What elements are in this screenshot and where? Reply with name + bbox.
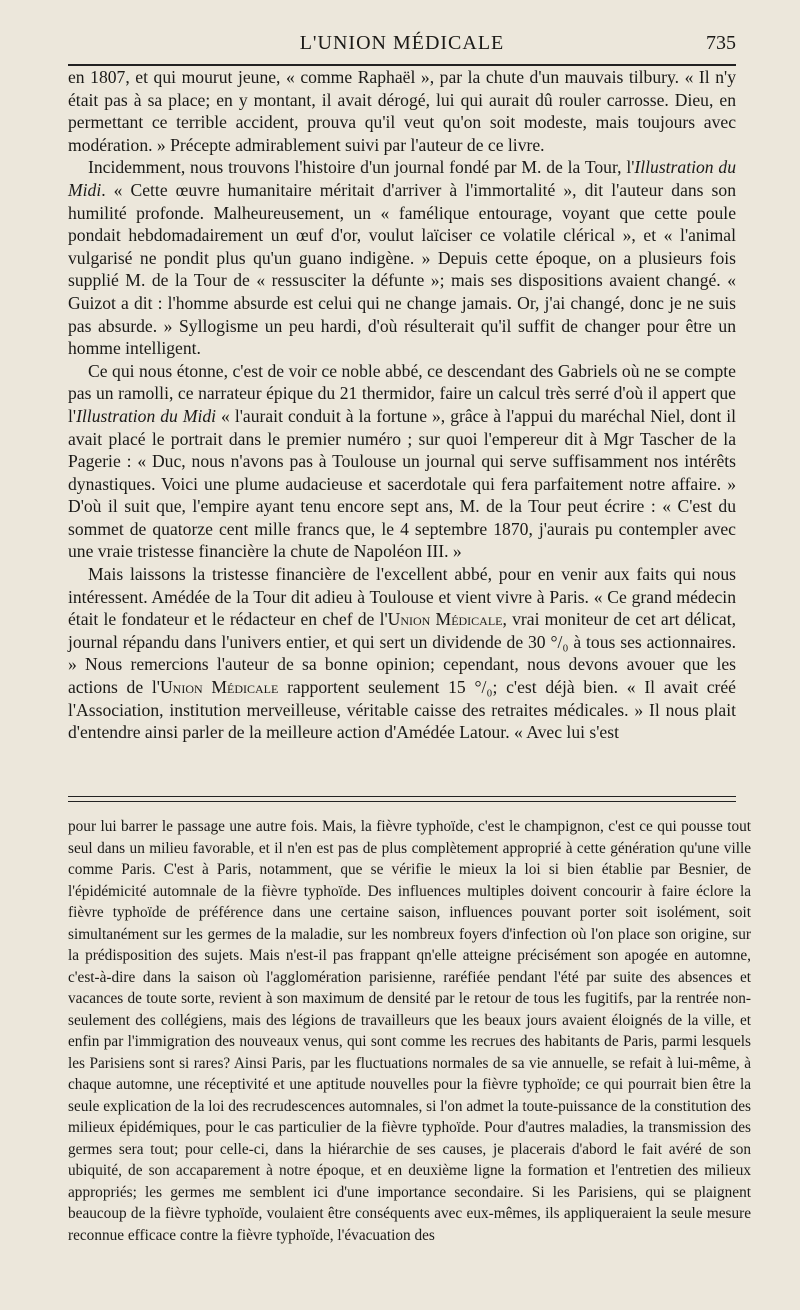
running-header — [68, 30, 736, 60]
body-paragraph — [68, 156, 736, 359]
footnote — [68, 816, 751, 1246]
running-title: L'UNION MÉDICALE — [299, 32, 505, 54]
text-run: « l'aurait conduit à la fortune », grâce à l'appui du maréchal Niel, dont il avait placé le portrait dans le premier numéro ; sur quoi l'empereur dit à Mgr Tascher de la Pagerie : « Duc, nous n'avons pas à Toulouse un journal qui serve suffisamment nos intérêts dynastiques. Voici une plume audacieuse et sacerdotale qui fera parfaitement notre affaire. » D'où il suit que, l'empire ayant tenu encore sept ans, M. de la Tour peut écrire : « C'est du sommet de quatorze cent mille francs que, le 4 septembre 1870, j'aurais pu contempler avec une vraie tristesse financière la chute de Napoléon III. » — [68, 405, 736, 562]
main-text — [68, 66, 736, 744]
text-run: . « Cette œuvre humanitaire méritait d'arriver à l'immortalité », dit l'auteur dans son humilité profonde. Malheureusement, un « famélique entourage, voyant que cette poule pondait hebdomadairement un œuf d'or, voulut laïciser ce volatile clérical », et « l'animal vulgarisé ne pondit plus qu'un guano indigène. » Depuis cette époque, on a plusieurs fois supplié M. de la Tour de « ressusciter la défunte »; mais ses dispositions avaient changé. « Guizot a dit : l'homme absurde est celui qui ne change jamais. Or, j'ai changé, donc je ne suis pas absurde. » Syllogisme un peu hardi, d'où résulterait qu'il suffit de changer pour être un homme intelligent. — [68, 179, 736, 359]
italic-title: Illustration du Midi — [68, 157, 736, 200]
journal-name: Union Médicale — [387, 609, 503, 630]
text-run: , vrai moniteur de cet art délicat, journal répandu dans l'univers entier, et qui sert un dividende de 30 °/₀ à tous ses actionnaires. » Nous remercions l'auteur de sa bonne opinion; cependant, nous devons avouer que les actions de l' — [68, 609, 736, 698]
italic-title: Illustration du Midi — [76, 405, 217, 426]
footnote-separator — [68, 796, 736, 802]
body-paragraph — [68, 563, 736, 744]
journal-name: Union Médicale — [159, 677, 279, 698]
body-paragraph — [68, 360, 736, 563]
text-run: Incidemment, nous trouvons l'histoire d'un journal fondé par M. de la Tour, l' — [88, 157, 635, 178]
text-run: en 1807, et qui mourut jeune, « comme Raphaël », par la chute d'un mauvais tilbury. « Il n'y était pas à sa place; en y montant, il avait dérogé, lui qui aurait dû rouler carrosse. Dieu, en permettant ce terrible accident, prouva qu'il veut qu'on soit modeste, mais toujours avec modération. » Précepte admirablement suivi par l'auteur de ce livre. — [68, 67, 736, 155]
body-paragraph — [68, 66, 736, 156]
text-run: Ce qui nous étonne, c'est de voir ce noble abbé, ce descendant des Gabriels où ne se compte pas un ramolli, ce narrateur épique du 21 thermidor, faire un calcul très serré d'où il appert que l' — [68, 360, 736, 426]
text-run: rapportent seulement 15 °/₀; c'est déjà bien. « Il avait créé l'Association, institution merveilleuse, véritable caisse des retraites médicales. » Il nous plait d'entendre ainsi parler de la meilleure action d'Amédée Latour. « Avec lui s'est — [68, 677, 736, 743]
page-number: 735 — [706, 32, 736, 54]
footnote-paragraph: pour lui barrer le passage une autre fois. Mais, la fièvre typhoïde, c'est le champignon, c'est ce qui pousse tout seul dans un milieu favorable, et il n'en est pas de plus complètement approprié à cette génération qu'une ville comme Paris. C'est à Paris, notamment, que se vérifie le mieux la loi si bien établie par Besnier, de l'épidémicité automnale de la fièvre typhoïde. Des influences multiples doivent concourir à faire éclore la fièvre typhoïde de préférence dans une certaine saison, influences pouvant porter soit isolément, soit simultanément sur les germes de la maladie, sur les nombreux foyers d'infection où l'on place son origine, sur la prédisposition des sujets. Mais n'est-il pas frappant qn'elle atteigne précisément son apogée en automne, c'est-à-dire dans la saison où l'agglomération parisienne, raréfiée pendant l'été par suite des absences et vacances de toute sorte, revient à son maximum de densité par le retour de tous les fugitifs, par la rentrée non-seulement des collégiens, mais des légions de travailleurs que les beaux jours avaient éloignés de la ville, et enfin par l'immigration des nouveaux venus, qui sont comme les recrues des habitants de Paris, parmi lesquels les Parisiens sont si rares? Ainsi Paris, par les fluctuations normales de sa vie annuelle, se refait à lui-même, à chaque automne, une réceptivité et une aptitude nouvelles pour la fièvre typhoïde; ce qui pourrait bien être la seule explication de la loi des recrudescences automnales, si l'on admet la toute-puissance de la constitution des milieux épidémiques, pour le cas particulier de la fièvre typhoïde. Pour d'autres maladies, la transmission des germes sera tout; pour celle-ci, dans la hiérarchie de ses causes, je placerais d'abord le fait avéré de son ubiquité, de son accaparement à notre époque, et en deuxième ligne la formation et l'entretien des milieux appropriés; les germes me semblent ici d'une importance secondaire. Si les Parisiens, qui se plaignent beaucoup de la fièvre typhoïde, voulaient être conséquents avec eux-mêmes, ils appliqueraient la seule mesure reconnue efficace contre la fièvre typhoïde, l'évacuation des — [68, 818, 751, 1244]
text-run: Mais laissons la tristesse financière de l'excellent abbé, pour en venir aux faits qui nous intéressent. Amédée de la Tour dit adieu à Toulouse et vient vivre à Paris. « Ce grand médecin était le fondateur et le rédacteur en chef de l' — [68, 564, 736, 630]
